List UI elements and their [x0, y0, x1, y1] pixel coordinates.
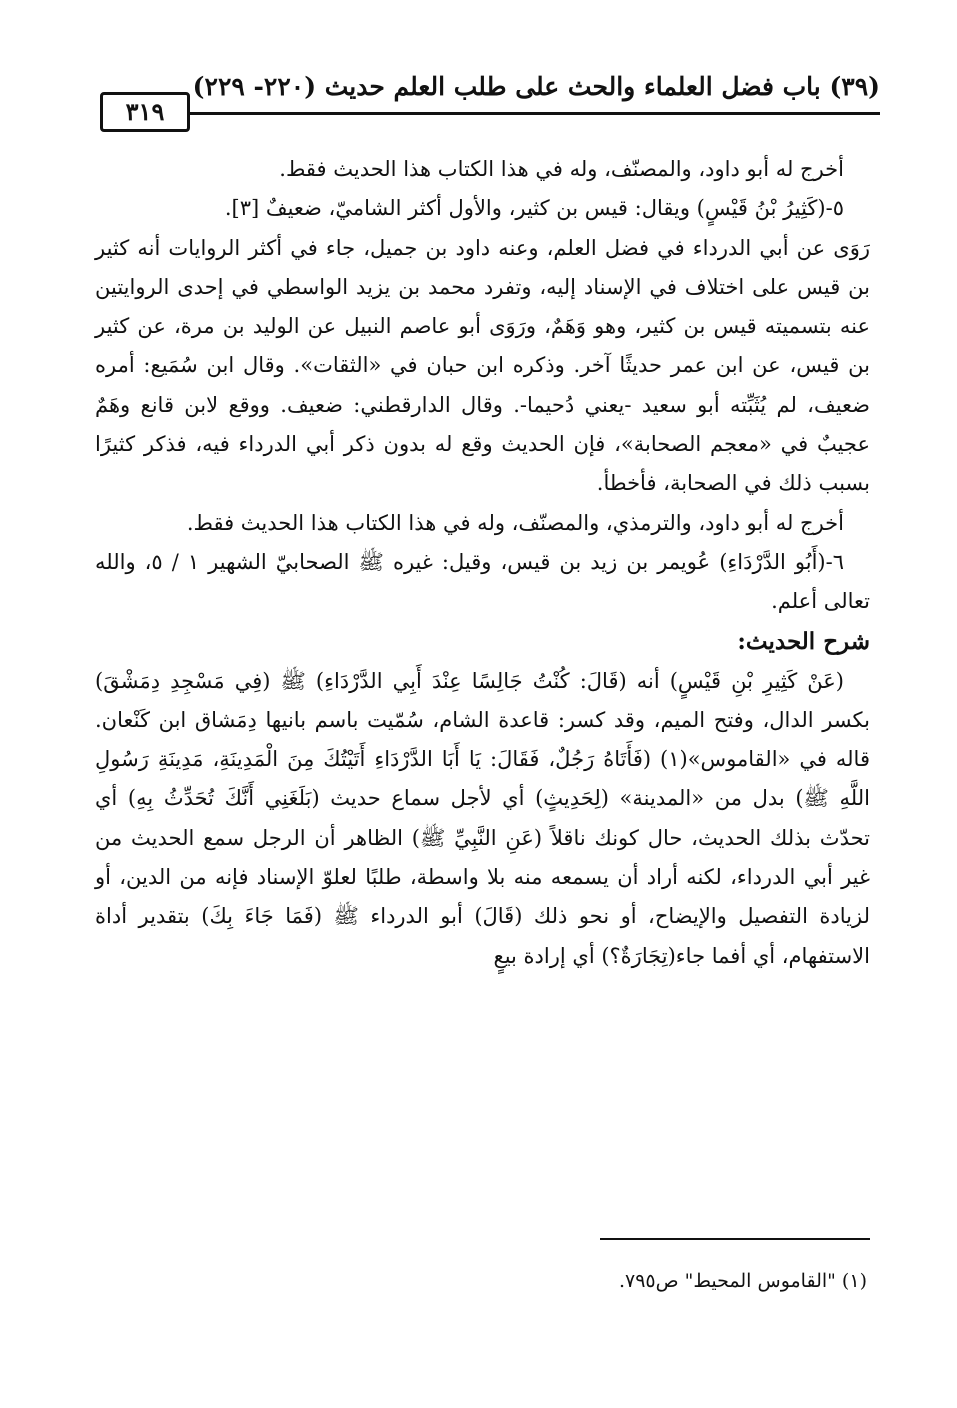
paragraph-1: أخرج له أبو داود، والمصنّف، وله في هذا الكتاب هذا الحديث فقط.	[279, 157, 844, 181]
footnote-divider	[600, 1238, 870, 1240]
header-divider	[190, 112, 880, 115]
paragraph-3: رَوَى عن أبي الدرداء في فضل العلم، وعنه داود بن جميل، جاء في أكثر الروايات أنه كثير بن قيس على اختلاف في الإسناد إليه، وتفرد محمد بن يزيد الواسطي في إحدى الروايتين عنه بتسميته قيس بن كثير، وهو وَهَمٌ، ورَوَى أبو عاصم النبيل عن الوليد بن مرة، عن كثير بن قيس، عن ابن عمر حديثًا آخر. وذكره ابن حبان في «الثقات». وقال ابن سُمَيع: أمره ضعيف، لم يُثَبِّته أبو سعيد -يعني دُحيما-. وقال الدارقطني: ضعيف. ووقع لابن قانع وهَمٌ عجيبٌ في «معجم الصحابة»، فإن الحديث وقع له بدون ذكر أبي الدرداء فيه، فذكر كثيرًا بسبب ذلك في الصحابة، فأخطأ.	[95, 235, 870, 496]
page-header	[100, 70, 880, 132]
paragraph-2: ٥-(كَثِيرُ بْنُ قَيْسٍ) ويقال: قيس بن كثير، والأول أكثر الشاميّ، ضعيفٌ [٣].	[224, 196, 844, 221]
page-number: ٣١٩	[100, 92, 190, 132]
section-heading: شرح الحديث:	[737, 627, 870, 655]
main-text	[95, 150, 870, 976]
paragraph-4: أخرج له أبو داود، والترمذي، والمصنّف، وله في هذا الكتاب هذا الحديث فقط.	[186, 510, 844, 535]
chapter-title: (٣٩) باب فضل العلماء والحث على طلب العلم حديث (٢٢٠- ٢٢٩)	[192, 72, 880, 101]
footnote: (١) "القاموس المحيط" ص٧٩٥.	[618, 1270, 867, 1292]
commentary-paragraph: (عَنْ كَثِيرِ بْنِ قَيْسٍ) أنه (قَالَ: كُنْتُ جَالِسًا عِنْدَ أَبِي الدَّرْدَاءِ) ﷺ (فِي مَسْجِدِ دِمَشْقَ) بكسر الدال، وفتح الميم، وقد كسر: قاعدة الشام، سُمّيت باسم بانيها دِمَشاق ابن كَنْعان. قاله في «القاموس»(١) (فَأَتَاهُ رَجُلٌ، فَقَالَ: يَا أَبَا الدَّرْدَاءِ أَتَيْتُكَ مِنَ الْمَدِينَةِ، مَدِينَةِ رَسُولِ اللَّهِ ﷺ) بدل من «المدينة» (لِحَدِيثٍ) أي لأجل سماع حديث (بَلَغَنِي أَنَّكَ تُحَدِّثُ بِهِ) أي تحدّث بذلك الحديث، حال كونك ناقلاً (عَنِ النَّبِيِّ ﷺ) الظاهر أن الرجل سمع الحديث من غير أبي الدرداء، لكنه أراد أن يسمعه منه بلا واسطة، طلبًا لعلوّ الإسناد فإنه من الدين، أو لزيادة التفصيل والإيضاح، أو نحو ذلك (قَالَ) أبو الدرداء ﷺ (فَمَا جَاءَ بِكَ) بتقدير أداة الاستفهام، أي أفما جاء(تِجَارَةٌ؟) أي إرادة بيعٍ	[95, 668, 870, 968]
paragraph-5: ٦-(أَبُو الدَّرْدَاءِ) عُويمر بن زيد بن قيس، وقيل: غيره ﷺ الصحابيّ الشهير ١ / ٥، والله تعالى أعلم.	[95, 549, 870, 614]
